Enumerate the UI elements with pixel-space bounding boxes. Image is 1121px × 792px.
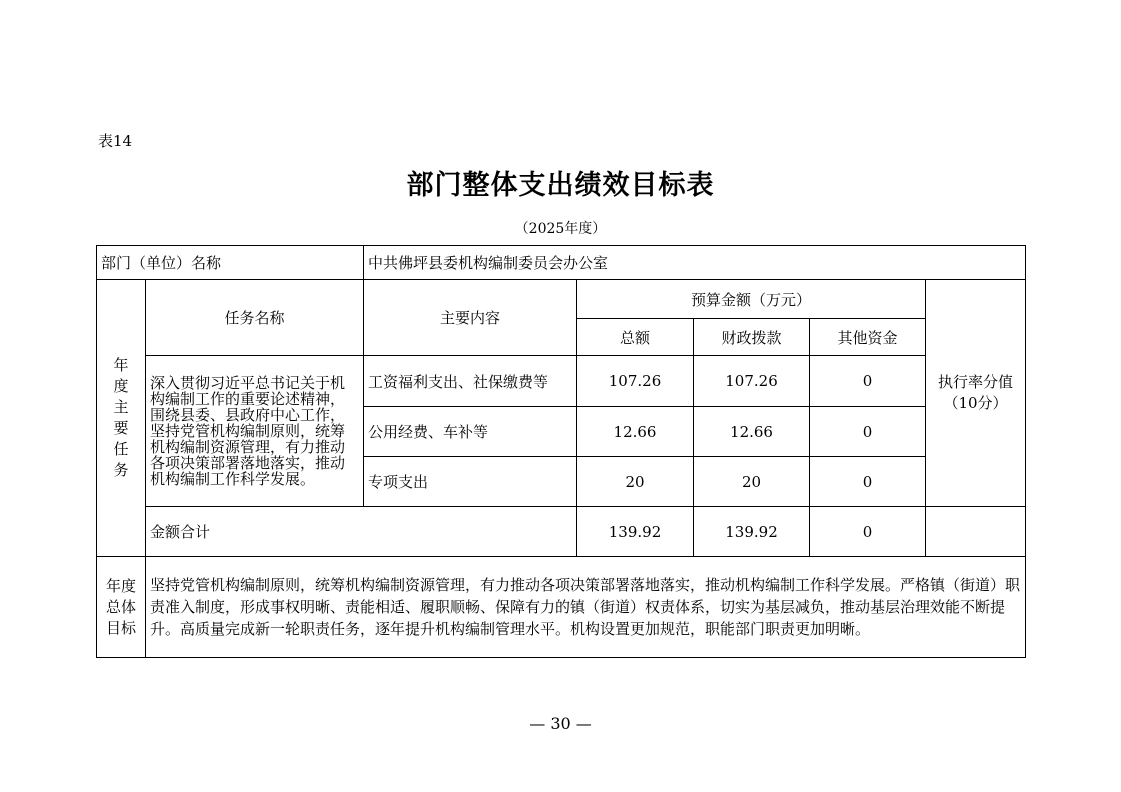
budget-amount-header: 预算金额（万元） <box>577 280 926 319</box>
dept-name-value: 中共佛坪县委机构编制委员会办公室 <box>364 246 1026 280</box>
sum-other: 0 <box>810 507 926 557</box>
row-total: 20 <box>577 457 694 507</box>
other-funds-header: 其他资金 <box>810 319 926 356</box>
total-header: 总额 <box>577 319 694 356</box>
sum-total: 139.92 <box>577 507 694 557</box>
performance-target-table <box>96 245 1026 658</box>
row-total: 107.26 <box>577 356 694 407</box>
score-column-header: 执行率分值 （10分） <box>926 280 1026 507</box>
table-number-label: 表14 <box>98 132 133 150</box>
page-number: — 30 — <box>529 714 592 733</box>
task-name-header: 任务名称 <box>146 280 364 356</box>
row-other: 0 <box>810 457 926 507</box>
sum-fiscal: 139.92 <box>694 507 810 557</box>
task-description: 深入贯彻习近平总书记关于机构编制工作的重要论述精神，围绕县委、县政府中心工作，坚持党管机构编制原则，统筹机构编制资源管理，有力推动各项决策部署落地落实，推动机构编制工作科学发展。 <box>146 356 364 507</box>
sum-row <box>97 507 1026 557</box>
empty-cell <box>926 507 1026 557</box>
row-other: 0 <box>810 356 926 407</box>
table-row <box>97 356 1026 407</box>
row-fiscal: 12.66 <box>694 407 810 457</box>
year-subtitle: （2025年度） <box>514 221 607 237</box>
annual-goal-text: 坚持党管机构编制原则，统筹机构编制资源管理，有力推动各项决策部署落地落实，推动机构编制工作科学发展。严格镇（街道）职责准入制度，形成事权明晰、责能相适、履职顺畅、保障有力的镇（街道）权责体系，切实为基层减负，推动基层治理效能不断提升。高质量完成新一轮职责任务，逐年提升机构编制管理水平。机构设置更加规范，职能部门职责更加明晰。 <box>146 557 1026 658</box>
row-total: 12.66 <box>577 407 694 457</box>
main-content-header: 主要内容 <box>364 280 577 356</box>
page-title: 部门整体支出绩效目标表 <box>406 170 715 201</box>
annual-goal-label: 年度 总体 目标 <box>97 557 146 658</box>
row-fiscal: 107.26 <box>694 356 810 407</box>
row-content: 公用经费、车补等 <box>364 407 577 457</box>
sum-label: 金额合计 <box>146 507 577 557</box>
annual-tasks-section-label: 年 度 主 要 任 务 <box>97 280 146 557</box>
row-other: 0 <box>810 407 926 457</box>
fiscal-header: 财政拨款 <box>694 319 810 356</box>
row-content: 专项支出 <box>364 457 577 507</box>
dept-name-label: 部门（单位）名称 <box>97 246 364 280</box>
row-fiscal: 20 <box>694 457 810 507</box>
row-content: 工资福利支出、社保缴费等 <box>364 356 577 407</box>
